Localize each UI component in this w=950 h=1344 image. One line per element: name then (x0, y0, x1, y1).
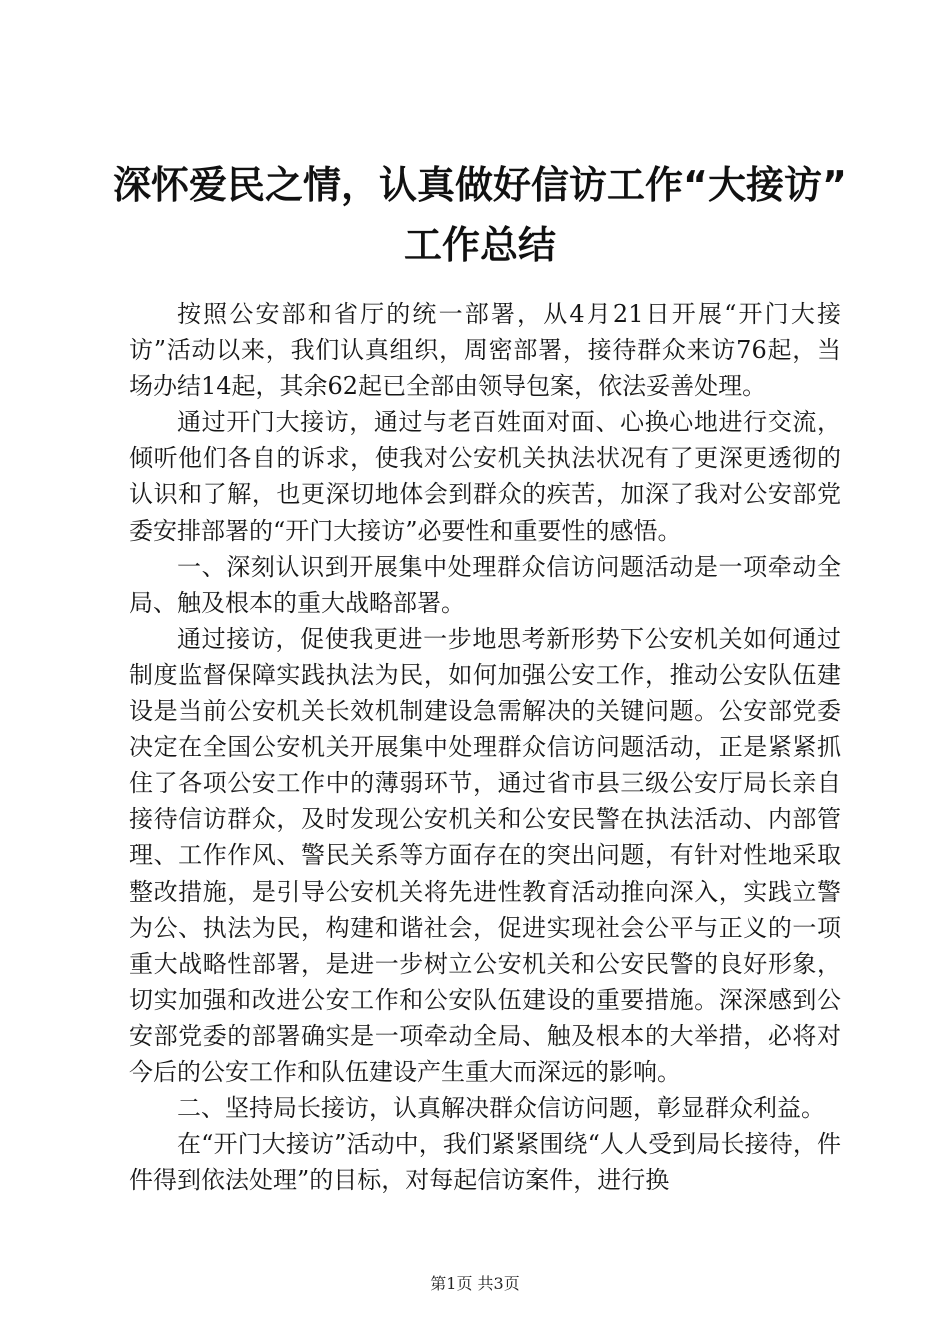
section-heading-1: 一、深刻认识到开展集中处理群众信访问题活动是一项牵动全局、触及根本的重大战略部署。 (129, 552, 841, 617)
section-heading-2: 二、坚持局长接访，认真解决群众信访问题，彰显群众利益。 (177, 1094, 825, 1123)
document-body (129, 296, 841, 1198)
paragraph-intro: 按照公安部和省厅的统一部署，从4月21日开展“开门大接访”活动以来，我们认真组织，周密部署，接待群众来访76起，当场办结14起，其余62起已全部由领导包案，依法妥善处理。 (129, 300, 841, 401)
document-title-line-2: 工作总结 (403, 223, 556, 267)
paragraph-section-2: 在“开门大接访”活动中，我们紧紧围绕“人人受到局长接待，件件得到依法处理”的目标，对每起信访案件，进行换 (129, 1130, 841, 1195)
paragraph-reflection: 通过开门大接访，通过与老百姓面对面、心换心地进行交流，倾听他们各自的诉求，使我对公安机关执法状况有了更深更透彻的认识和了解，也更深切地体会到群众的疾苦，加深了我对公安部党委安排部署的“开门大接访”必要性和重要性的感悟。 (129, 408, 841, 545)
page-number-footer: 第1页 共3页 (430, 1274, 520, 1293)
document-title-line-1: 深怀爱民之情，认真做好信访工作“大接访” (113, 163, 847, 207)
paragraph-section-1: 通过接访，促使我更进一步地思考新形势下公安机关如何通过制度监督保障实践执法为民，如何加强公安工作，推动公安队伍建设是当前公安机关长效机制建设急需解决的关键问题。公安部党委决定在全国公安机关开展集中处理群众信访问题活动，正是紧紧抓住了各项公安工作中的薄弱环节，通过省市县三级公安厅局长亲自接待信访群众，及时发现公安机关和公安民警在执法活动、内部管理、工作作风、警民关系等方面存在的突出问题，有针对性地采取整改措施，是引导公安机关将先进性教育活动推向深入，实践立警为公、执法为民，构建和谐社会，促进实现社会公平与正义的一项重大战略性部署，是进一步树立公安机关和公安民警的良好形象，切实加强和改进公安工作和公安队伍建设的重要措施。深深感到公安部党委的部署确实是一项牵动全局、触及根本的大举措，必将对今后的公安工作和队伍建设产生重大而深远的影响。 (129, 624, 841, 1086)
